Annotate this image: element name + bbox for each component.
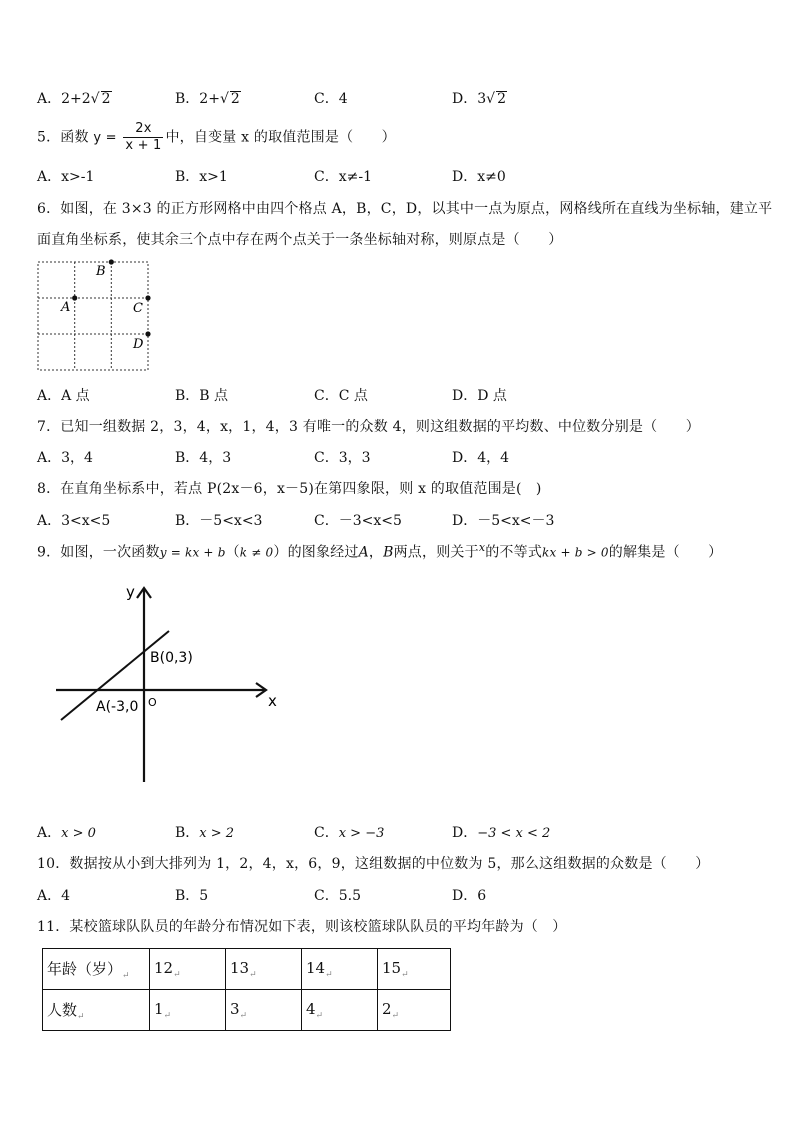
table-cell: $2_↵$ xyxy=(378,990,451,1031)
label-d: D xyxy=(133,337,144,352)
table-row xyxy=(43,990,451,1031)
q7-option-c: C．3，3 xyxy=(314,450,371,466)
x-axis-label: x xyxy=(268,692,277,710)
table-cell: $12_↵$ xyxy=(150,949,226,990)
q7-option-b: B．4，3 xyxy=(175,450,232,466)
table-cell: 年龄（岁）$_↵$ xyxy=(43,949,150,990)
q7-option-d: D．4，4 xyxy=(452,450,510,466)
q4-option-b: B．2+√ 2 xyxy=(175,91,240,107)
age-table xyxy=(42,948,451,1031)
q6-option-c: C．C 点 xyxy=(314,388,368,404)
table-cell: $4_↵$ xyxy=(302,990,378,1031)
q8-option-b: B．－5<x<3 xyxy=(175,513,263,529)
point-a-label: A(-3,0 xyxy=(96,699,139,715)
q10-stem: 10．数据按从小到大排列为 1，2，4，x，6，9，这组数据的中位数为 5，那么这组数据的众数是（ ） xyxy=(37,856,710,872)
q9-stem: 9．如图，一次函数y = kx + b（k ≠ 0）的图象经过A，B两点，则关于$^x$的不等式kx + b > 0的解集是（ ） xyxy=(37,541,723,561)
q10-option-d: D．6 xyxy=(452,888,487,904)
q4-option-a: A．2+2√ 2 xyxy=(37,91,111,107)
table-cell: $13_↵$ xyxy=(226,949,302,990)
q4-option-c: C．4 xyxy=(314,91,348,107)
q9-option-a: A．x > 0 xyxy=(37,825,96,841)
grid-figure xyxy=(30,254,160,376)
q10-option-b: B．5 xyxy=(175,888,209,904)
q5-option-a: A．x>-1 xyxy=(37,169,95,185)
point-d xyxy=(145,331,150,336)
line-graph-figure xyxy=(50,580,290,790)
q6-option-a: A．A 点 xyxy=(37,388,90,404)
q5-option-b: B．x>1 xyxy=(175,169,228,185)
q6-stem-line1: 6．如图，在 3×3 的正方形网格中由四个格点 A，B，C，D，以其中一点为原点，网格线所在直线为坐标轴，建立平 xyxy=(37,201,773,217)
q4-option-d: D．3√ 2 xyxy=(452,91,506,107)
q10-option-c: C．5.5 xyxy=(314,888,361,904)
table-cell: $3_↵$ xyxy=(226,990,302,1031)
table-cell: $1_↵$ xyxy=(150,990,226,1031)
option-letter: A． xyxy=(37,91,62,107)
q5-option-d: D．x≠0 xyxy=(452,169,506,185)
q6-stem-line2: 面直角坐标系，使其余三个点中存在两个点关于一条坐标轴对称，则原点是（ ） xyxy=(37,232,563,248)
q7-option-a: A．3，4 xyxy=(37,450,93,466)
point-a xyxy=(72,295,77,300)
fraction: $\frac{2x}{x + 1}$ xyxy=(125,121,162,153)
q5-option-c: C．x≠-1 xyxy=(314,169,372,185)
y-axis-label: y xyxy=(126,583,135,601)
q7-stem: 7．已知一组数据 2，3，4，x，1，4，3 有唯一的众数 4，则这组数据的平均数、中位数分别是（ ） xyxy=(37,419,700,435)
q8-stem: 8．在直角坐标系中，若点 P(2x－6，x－5)在第四象限，则 x 的取值范围是( ) xyxy=(37,481,542,497)
q9-option-b: B．x > 2 xyxy=(175,825,235,841)
q6-option-b: B．B 点 xyxy=(175,388,229,404)
q6-option-d: D．D 点 xyxy=(452,388,507,404)
q5-stem: 5．函数 y = $\frac{2x}{x + 1}$ 中，自变量 x 的取值范围是（ ） xyxy=(37,121,396,153)
table-cell: $14_↵$ xyxy=(302,949,378,990)
table-cell: 人数$_↵$ xyxy=(43,990,150,1031)
q8-option-a: A．3<x<5 xyxy=(37,513,111,529)
grid-border xyxy=(38,262,148,370)
origin-label: O xyxy=(148,696,157,709)
q9-option-d: D．−3 < x < 2 xyxy=(452,825,551,841)
sqrt-sign: √ xyxy=(486,91,496,107)
q8-option-c: C．－3<x<5 xyxy=(314,513,402,529)
sqrt-sign: √ xyxy=(90,91,100,107)
label-c: C xyxy=(133,301,143,316)
point-b-label: B(0,3) xyxy=(150,650,193,666)
table-row xyxy=(43,949,451,990)
q9-option-c: C．x > −3 xyxy=(314,825,385,841)
label-a: A xyxy=(61,300,71,315)
point-b xyxy=(109,259,114,264)
label-b: B xyxy=(96,264,106,279)
table-cell: $15_↵$ xyxy=(378,949,451,990)
q11-stem: 11．某校篮球队队员的年龄分布情况如下表，则该校篮球队队员的平均年龄为（ ） xyxy=(37,919,567,935)
q10-option-a: A．4 xyxy=(37,888,71,904)
sqrt-sign: √ xyxy=(219,91,229,107)
point-c xyxy=(145,295,150,300)
q8-option-d: D．－5<x<－3 xyxy=(452,513,555,529)
